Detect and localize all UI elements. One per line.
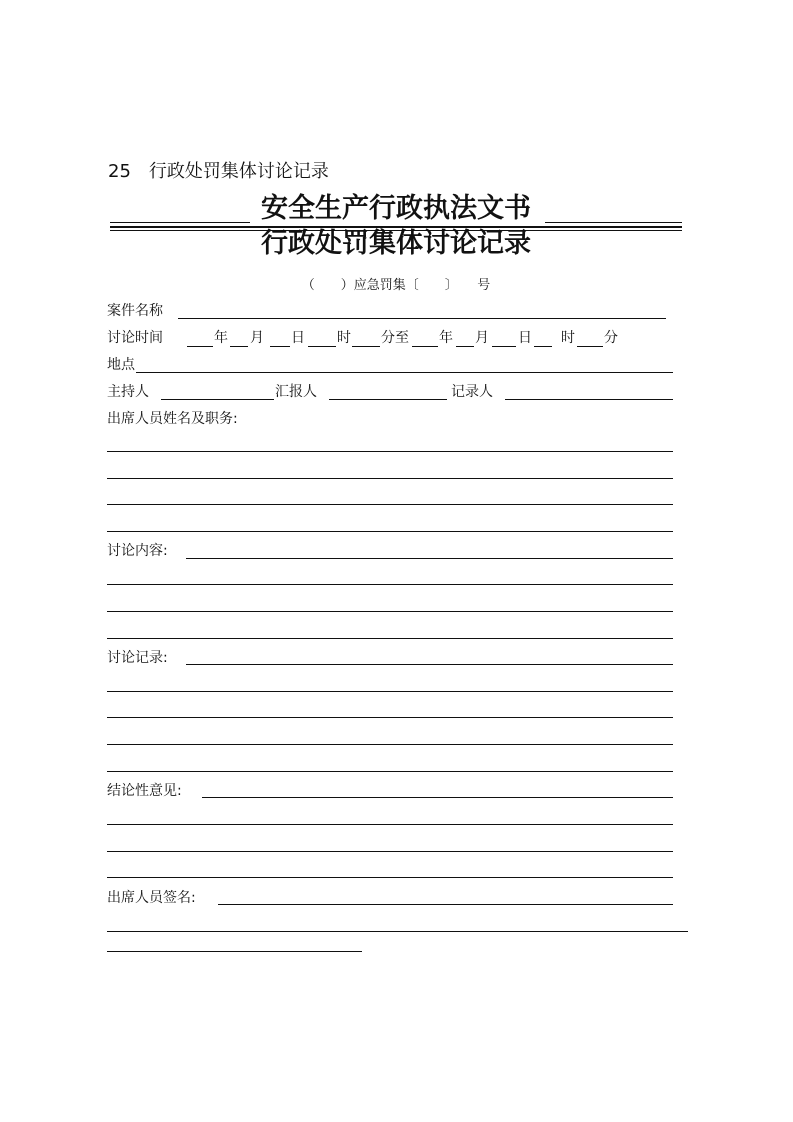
discussion-record-line-2[interactable]: [107, 691, 673, 692]
reporter-line[interactable]: [329, 399, 447, 400]
discussion-record-line-1[interactable]: [186, 664, 673, 665]
time-hour-unit: 时: [337, 330, 351, 346]
signatures-line-3[interactable]: [107, 951, 362, 952]
discussion-content-line-2[interactable]: [107, 584, 673, 585]
signatures-line-1[interactable]: [218, 904, 673, 905]
reporter-label: 汇报人: [275, 384, 317, 400]
conclusion-line-4[interactable]: [107, 877, 673, 878]
time-month-unit: 月: [250, 330, 264, 346]
document-number: （ ）应急罚集〔 〕 号: [301, 278, 491, 293]
signatures-line-2[interactable]: [107, 931, 688, 932]
title-rule-right: [545, 222, 682, 223]
conclusion-label: 结论性意见:: [107, 783, 182, 799]
discussion-record-line-3[interactable]: [107, 717, 673, 718]
time-day-unit: 日: [291, 330, 305, 346]
time-minute-blank[interactable]: [352, 346, 380, 347]
discussion-content-line-4[interactable]: [107, 638, 673, 639]
discussion-content-line-1[interactable]: [186, 558, 673, 559]
conclusion-line-1[interactable]: [202, 797, 673, 798]
time-minute2-unit: 分: [604, 330, 618, 346]
section-title: 25 行政处罚集体讨论记录: [108, 161, 329, 182]
attendees-line-4[interactable]: [107, 531, 673, 532]
time-year-blank[interactable]: [187, 346, 213, 347]
title-rule-left: [110, 222, 250, 223]
case-name-label: 案件名称: [107, 303, 163, 319]
recorder-line[interactable]: [505, 399, 673, 400]
conclusion-line-2[interactable]: [107, 824, 673, 825]
attendees-label: 出席人员姓名及职务:: [107, 411, 238, 427]
attendees-line-1[interactable]: [107, 451, 673, 452]
document-title: 行政处罚集体讨论记录: [261, 228, 531, 259]
location-line[interactable]: [136, 372, 673, 373]
time-year2-blank[interactable]: [412, 346, 438, 347]
time-hour2-unit: 时: [561, 330, 575, 346]
host-label: 主持人: [107, 384, 149, 400]
time-day2-unit: 日: [518, 330, 532, 346]
discussion-content-label: 讨论内容:: [107, 543, 168, 559]
attendees-line-2[interactable]: [107, 478, 673, 479]
time-hour2-blank[interactable]: [534, 346, 552, 347]
time-minute-to-unit: 分至: [381, 330, 409, 346]
case-name-line[interactable]: [178, 318, 666, 319]
discussion-time-label: 讨论时间: [107, 330, 163, 346]
conclusion-line-3[interactable]: [107, 851, 673, 852]
time-day-blank[interactable]: [270, 346, 290, 347]
attendees-line-3[interactable]: [107, 504, 673, 505]
discussion-content-line-3[interactable]: [107, 611, 673, 612]
time-year-unit: 年: [214, 330, 228, 346]
discussion-record-line-5[interactable]: [107, 771, 673, 772]
time-hour-blank[interactable]: [308, 346, 336, 347]
recorder-label: 记录人: [451, 384, 493, 400]
time-month2-blank[interactable]: [456, 346, 474, 347]
time-month-blank[interactable]: [230, 346, 248, 347]
time-month2-unit: 月: [475, 330, 489, 346]
location-label: 地点: [107, 357, 135, 373]
series-title: 安全生产行政执法文书: [261, 193, 531, 224]
discussion-record-line-4[interactable]: [107, 744, 673, 745]
host-line[interactable]: [161, 399, 274, 400]
discussion-record-label: 讨论记录:: [107, 650, 168, 666]
time-day2-blank[interactable]: [492, 346, 516, 347]
signatures-label: 出席人员签名:: [107, 890, 196, 906]
time-minute2-blank[interactable]: [577, 346, 603, 347]
time-year2-unit: 年: [439, 330, 453, 346]
